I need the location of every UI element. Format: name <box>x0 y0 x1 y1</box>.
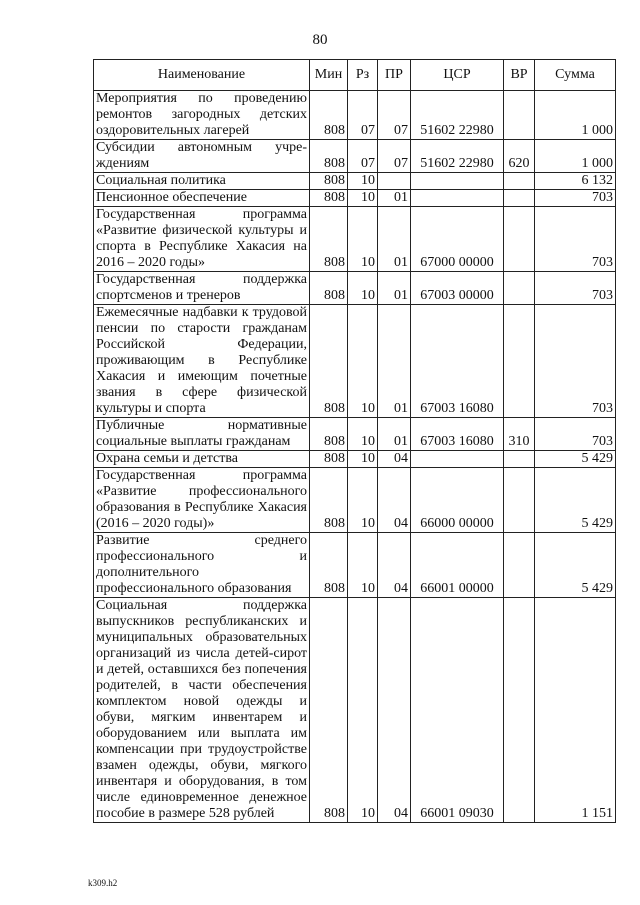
cell-name: Социальная политика <box>94 173 310 190</box>
cell-min: 808 <box>310 533 348 598</box>
cell-name: Охрана семьи и детства <box>94 451 310 468</box>
cell-pr: 04 <box>378 533 411 598</box>
cell-pr: 01 <box>378 207 411 272</box>
cell-min: 808 <box>310 468 348 533</box>
cell-sum: 703 <box>535 272 616 305</box>
cell-csr: 67003 00000 <box>411 272 504 305</box>
table-row <box>94 451 616 468</box>
cell-rz: 10 <box>348 468 378 533</box>
cell-sum: 5 429 <box>535 533 616 598</box>
cell-name: Публичные нормативные социальные выплаты гражданам <box>94 418 310 451</box>
cell-vr <box>504 533 535 598</box>
cell-vr: 310 <box>504 418 535 451</box>
cell-vr: 620 <box>504 140 535 173</box>
cell-vr <box>504 468 535 533</box>
cell-pr: 04 <box>378 451 411 468</box>
cell-pr: 07 <box>378 140 411 173</box>
cell-csr: 51602 22980 <box>411 91 504 140</box>
cell-rz: 10 <box>348 418 378 451</box>
table-row <box>94 418 616 451</box>
page-number: 80 <box>312 32 328 48</box>
cell-csr: 66001 09030 <box>411 598 504 823</box>
cell-name: Социальная поддержка выпускников республиканских и муниципальных образовательных организаций из числа детей-сирот и детей, оставшихся без попечения родителей, в части обеспечения комплектом новой одежды и обуви, мягким инвентарем и оборудованием или выплата им компенсации при трудоустройстве взамен одежды, обуви, мягкого инвентаря и оборудования, в том числе единовременное денежное пособие в размере 528 рублей <box>94 598 310 823</box>
table-row <box>94 207 616 272</box>
cell-rz: 10 <box>348 190 378 207</box>
cell-min: 808 <box>310 140 348 173</box>
cell-name: Мероприятия по проведению ремонтов загородных детских оздоровительных лагерей <box>94 91 310 140</box>
cell-min: 808 <box>310 272 348 305</box>
cell-sum: 703 <box>535 207 616 272</box>
table-row <box>94 173 616 190</box>
table-row <box>94 305 616 418</box>
header-csr: ЦСР <box>411 60 504 91</box>
table-row <box>94 140 616 173</box>
budget-table <box>93 59 616 823</box>
cell-csr: 66000 00000 <box>411 468 504 533</box>
cell-sum: 5 429 <box>535 468 616 533</box>
table-row <box>94 190 616 207</box>
cell-sum: 1 151 <box>535 598 616 823</box>
header-row <box>94 60 616 91</box>
header-pr: ПР <box>378 60 411 91</box>
cell-name: Государственная поддержка спортсменов и тренеров <box>94 272 310 305</box>
cell-vr <box>504 598 535 823</box>
document-code: k309.h2 <box>88 878 118 888</box>
cell-rz: 10 <box>348 272 378 305</box>
cell-sum: 1 000 <box>535 140 616 173</box>
cell-min: 808 <box>310 598 348 823</box>
header-rz: Рз <box>348 60 378 91</box>
cell-rz: 10 <box>348 207 378 272</box>
header-vr: ВР <box>504 60 535 91</box>
cell-sum: 6 132 <box>535 173 616 190</box>
cell-csr <box>411 173 504 190</box>
cell-vr <box>504 207 535 272</box>
table-row <box>94 272 616 305</box>
cell-min: 808 <box>310 173 348 190</box>
header-name: Наименование <box>94 60 310 91</box>
cell-csr: 67000 00000 <box>411 207 504 272</box>
cell-pr <box>378 173 411 190</box>
header-min: Мин <box>310 60 348 91</box>
cell-pr: 01 <box>378 272 411 305</box>
cell-name: Государственная программа «Развитие профессионального образования в Республике Хакасия (2016 – 2020 годы)» <box>94 468 310 533</box>
cell-min: 808 <box>310 305 348 418</box>
cell-vr <box>504 305 535 418</box>
cell-vr <box>504 173 535 190</box>
cell-csr <box>411 451 504 468</box>
cell-sum: 5 429 <box>535 451 616 468</box>
cell-csr: 51602 22980 <box>411 140 504 173</box>
cell-name: Государственная программа «Развитие физической культуры и спорта в Республике Хакасия на 2016 – 2020 годы» <box>94 207 310 272</box>
cell-csr: 66001 00000 <box>411 533 504 598</box>
cell-csr: 67003 16080 <box>411 418 504 451</box>
cell-vr <box>504 91 535 140</box>
cell-name: Субсидии автономным учре-ждениям <box>94 140 310 173</box>
cell-rz: 07 <box>348 91 378 140</box>
table-row <box>94 91 616 140</box>
cell-vr <box>504 272 535 305</box>
cell-name: Развитие среднего профессионального и дополнительного профессионального образования <box>94 533 310 598</box>
table-row <box>94 533 616 598</box>
cell-pr: 01 <box>378 418 411 451</box>
cell-sum: 703 <box>535 190 616 207</box>
cell-pr: 07 <box>378 91 411 140</box>
cell-pr: 01 <box>378 305 411 418</box>
cell-name: Ежемесячные надбавки к трудовой пенсии по старости гражданам Российской Федерации, проживающим в Республике Хакасия и имеющим почетные звания в сфере физической культуры и спорта <box>94 305 310 418</box>
cell-vr <box>504 451 535 468</box>
table-row <box>94 598 616 823</box>
cell-csr <box>411 190 504 207</box>
cell-pr: 01 <box>378 190 411 207</box>
cell-min: 808 <box>310 91 348 140</box>
cell-rz: 10 <box>348 305 378 418</box>
cell-rz: 07 <box>348 140 378 173</box>
cell-rz: 10 <box>348 173 378 190</box>
cell-pr: 04 <box>378 468 411 533</box>
cell-min: 808 <box>310 207 348 272</box>
cell-name: Пенсионное обеспечение <box>94 190 310 207</box>
cell-rz: 10 <box>348 598 378 823</box>
cell-sum: 1 000 <box>535 91 616 140</box>
table-row <box>94 468 616 533</box>
cell-pr: 04 <box>378 598 411 823</box>
cell-min: 808 <box>310 418 348 451</box>
cell-rz: 10 <box>348 451 378 468</box>
cell-vr <box>504 190 535 207</box>
cell-sum: 703 <box>535 418 616 451</box>
cell-sum: 703 <box>535 305 616 418</box>
cell-min: 808 <box>310 451 348 468</box>
cell-min: 808 <box>310 190 348 207</box>
header-sum: Сумма <box>535 60 616 91</box>
cell-csr: 67003 16080 <box>411 305 504 418</box>
cell-rz: 10 <box>348 533 378 598</box>
